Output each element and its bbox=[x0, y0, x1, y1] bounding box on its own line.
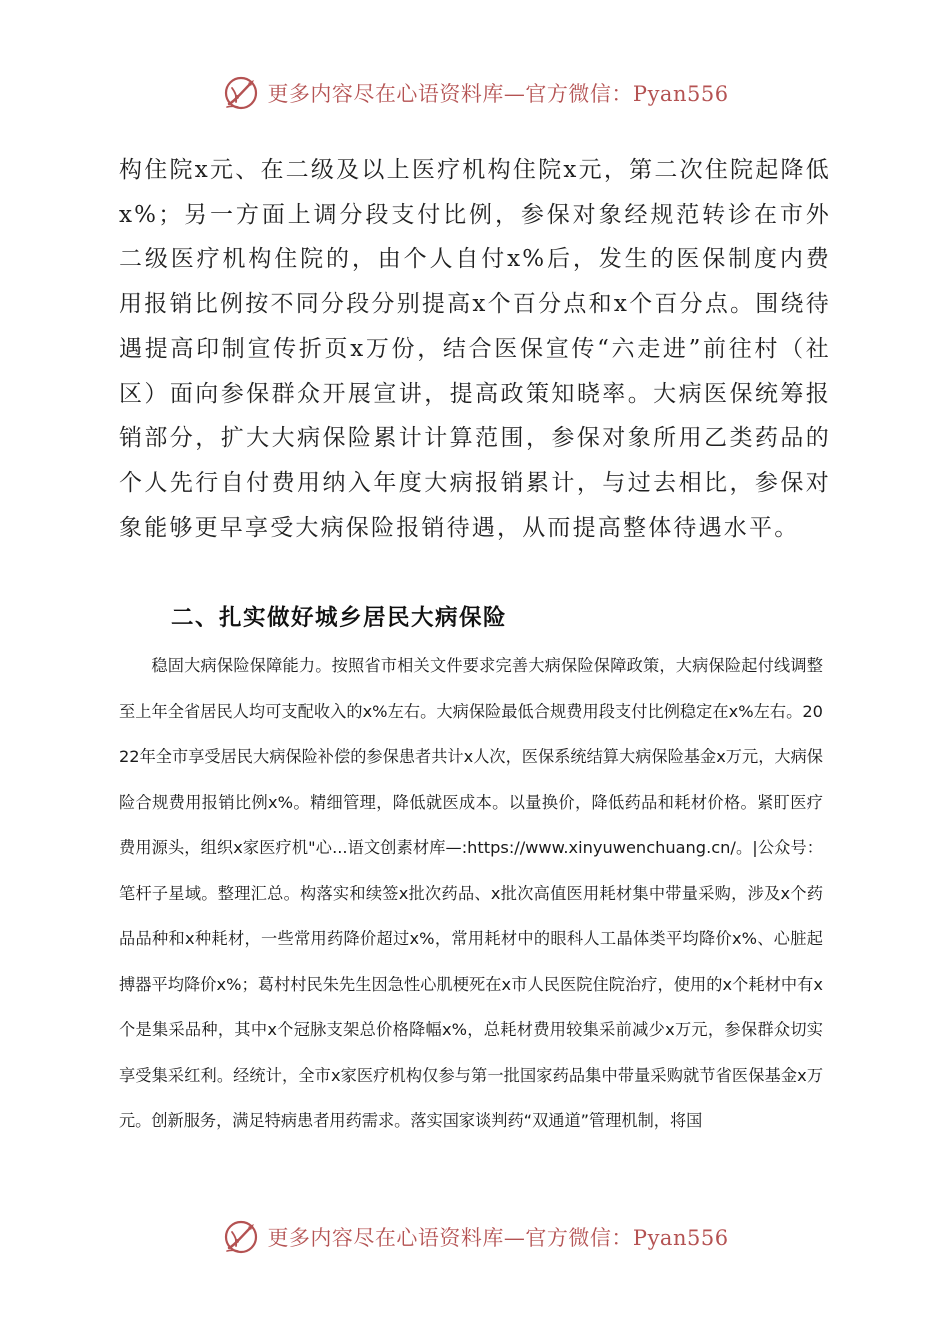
paragraph-critical-illness-insurance: 稳固大病保险保障能力。按照省市相关文件要求完善大病保险保障政策，大病保险起付线调整至上年全省居民人均可支配收入的x%左右。大病保险最低合规费用段支付比例稳定在x%左右。2022年全市享受居民大病保险补偿的参保患者共计x人次，医保系统结算大病保险基金x万元，大病保险合规费用报销比例x%。精细管理，降低就医成本。以量换价，降低药品和耗材价格。紧盯医疗费用源头，组织x家医疗机"心...语文创素材库—:https://www.xinyuwenchuang.cn/。|公众号：笔杆子星域。整理汇总。构落实和续签x批次药品、x批次高值医用耗材集中带量采购，涉及x个药品品种和x种耗材，一些常用药降价超过x%，常用耗材中的眼科人工晶体类平均降价x%、心脏起搏器平均降价x%；葛村村民朱先生因急性心肌梗死在x市人民医院住院治疗，使用的x个耗材中有x个是集采品种，其中x个冠脉支架总价格降幅x%，总耗材费用较集采前减少x万元，参保群众切实享受集采红利。经统计，全市x家医疗机构仅参与第一批国家药品集中带量采购就节省医保基金x万元。创新服务，满足特病患者用药需求。落实国家谈判药“双通道”管理机制，将国 bbox=[119, 656, 823, 1130]
header-banner bbox=[0, 71, 950, 115]
paragraph-medical-insurance-continued: 构住院x元、在二级及以上医疗机构住院x元，第二次住院起降低x%；另一方面上调分段支付比例，参保对象经规范转诊在市外二级医疗机构住院的，由个人自付x%后，发生的医保制度内费用报销比例按不同分段分别提高x个百分点和x个百分点。围绕待遇提高印制宣传折页x万份，结合医保宣传“六走进”前往村（社区）面向参保群众开展宣讲，提高政策知晓率。大病医保统筹报销部分，扩大大病保险累计计算范围，参保对象所用乙类药品的个人先行自付费用纳入年度大病报销累计，与过去相比，参保对象能够更早享受大病保险报销待遇，从而提高整体待遇水平。 bbox=[119, 157, 831, 541]
footer-banner-content bbox=[221, 1217, 728, 1257]
footer-banner-text: 更多内容尽在心语资料库—官方微信：Pyan556 bbox=[267, 1226, 729, 1250]
footer-banner bbox=[0, 1215, 950, 1259]
header-banner-text: 更多内容尽在心语资料库—官方微信：Pyan556 bbox=[267, 82, 729, 106]
section-heading-critical-illness-insurance: 二、扎实做好城乡居民大病保险 bbox=[171, 605, 508, 631]
pen-logo-icon bbox=[221, 1217, 261, 1257]
header-banner-content bbox=[221, 73, 728, 113]
pen-logo-icon bbox=[221, 73, 261, 113]
